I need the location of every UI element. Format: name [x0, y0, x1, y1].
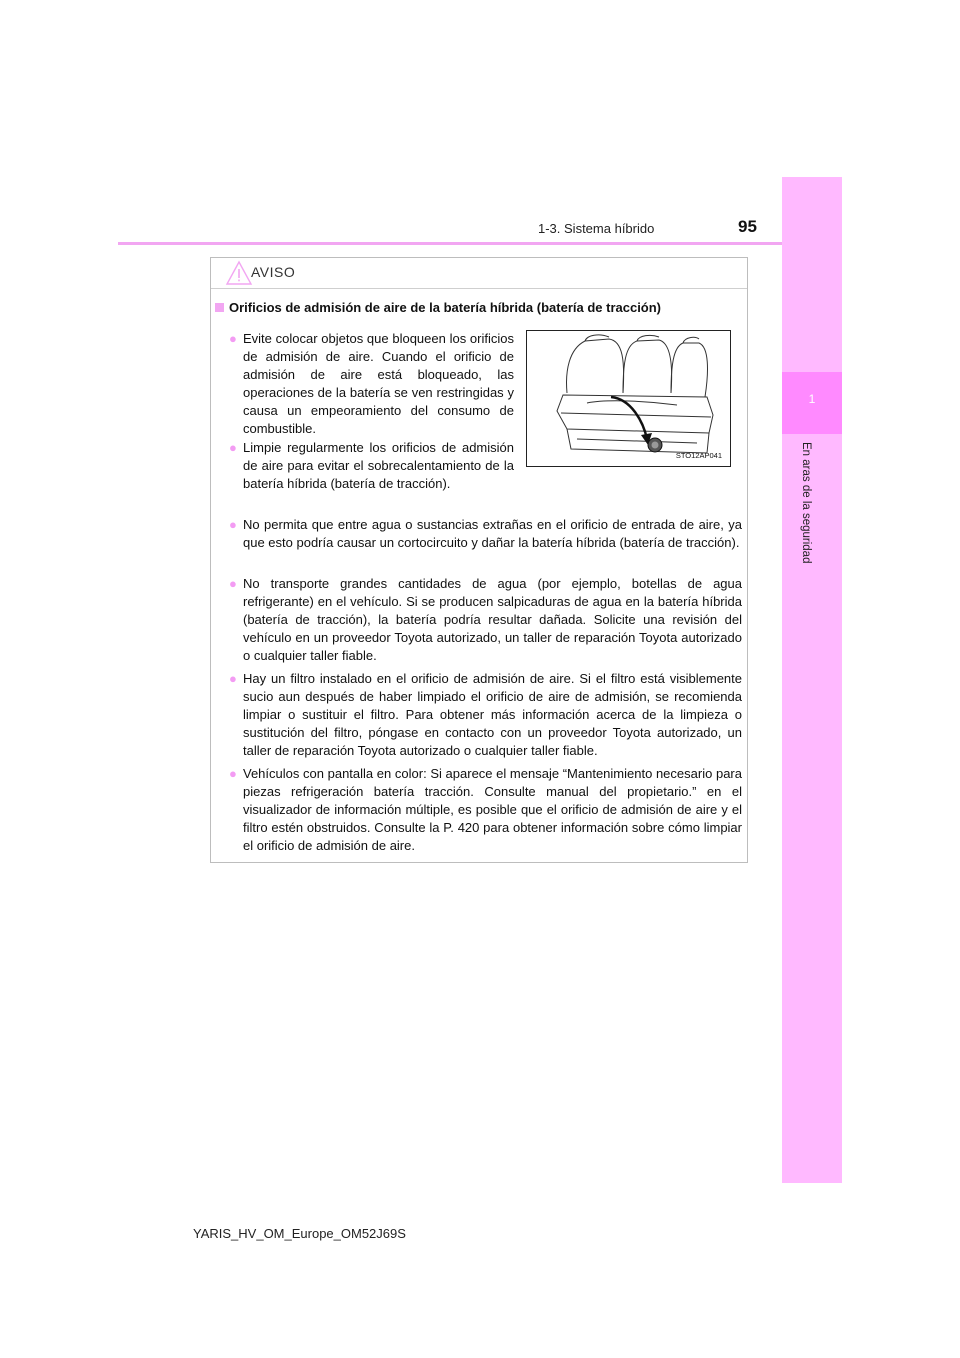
bullet-dot-icon: ●	[229, 576, 237, 591]
bullet-dot-icon: ●	[229, 671, 237, 686]
bullet-text: Hay un filtro instalado en el orificio de admisión de aire. Si el filtro está visiblemente sucio aun después de haber limpiado el orificio de aire de admisión, se recomienda limpiar o sustituir el filtro. Para obtener más información acerca de la limpieza o sustitución del filtro, póngase en contacto con un proveedor Toyota autorizado, un taller de reparación Toyota autorizado o cualquier taller fiable.	[243, 671, 742, 758]
bullet-item	[229, 575, 742, 665]
bullet-text: No permita que entre agua o sustancias extrañas en el orificio de entrada de aire, ya que esto podría causar un cortocircuito y dañar la batería híbrida (batería de tracción).	[243, 517, 742, 550]
bullet-item	[229, 516, 742, 552]
rear-seat-intake-drawing	[527, 331, 730, 466]
side-tab-number: 1	[808, 392, 816, 406]
bullet-item	[229, 439, 514, 493]
side-tab-label: En aras de la seguridad	[800, 442, 812, 564]
section-title: 1-3. Sistema híbrido	[538, 221, 655, 236]
page-number: 95	[738, 217, 757, 236]
warning-triangle-icon	[225, 260, 253, 286]
bullet-text: Vehículos con pantalla en color: Si aparece el mensaje “Mantenimiento necesario para piezas refrigeración batería tracción. Consulte manual del propietario.” en el visualizador de información múltiple, es posible que el orificio de admisión de aire y el filtro estén obstruidos. Consulte la P. 420 para obtener información sobre cómo limpiar el orificio de admisión de aire.	[243, 766, 742, 853]
seat-illustration	[526, 330, 731, 467]
footer-doc-id: YARIS_HV_OM_Europe_OM52J69S	[193, 1226, 406, 1241]
bullet-dot-icon: ●	[229, 766, 237, 781]
warning-subheading	[215, 300, 740, 315]
figure-code: STO12AP041	[675, 451, 722, 460]
bullet-dot-icon: ●	[229, 517, 237, 532]
warning-subheading-text: Orificios de admisión de aire de la batería híbrida (batería de tracción)	[229, 300, 662, 315]
square-bullet-icon	[215, 303, 224, 312]
bullet-text: Limpie regularmente los orificios de admisión de aire para evitar el sobrecalentamiento de la batería híbrida (batería de tracción).	[243, 440, 514, 491]
bullet-text: No transporte grandes cantidades de agua (por ejemplo, botellas de agua refrigerante) en el vehículo. Si se producen salpicaduras de agua en la batería híbrida (batería de tracción), la batería podría resultar dañada. Solicite una revisión del vehículo en un proveedor Toyota autorizado, un taller de reparación Toyota autorizado o cualquier taller fiable.	[243, 576, 742, 663]
bullet-item	[229, 670, 742, 760]
warning-title: AVISO	[251, 264, 296, 280]
warning-box	[210, 257, 748, 863]
bullet-text: Evite colocar objetos que bloqueen los orificios de admisión de aire. Cuando el orificio de admisión de aire está bloqueado, las operaciones de la batería se ven restringidas y causa un empeoramiento del consumo de combustible.	[243, 331, 514, 436]
header-rule	[118, 242, 782, 245]
bullet-item	[229, 330, 514, 438]
bullet-dot-icon: ●	[229, 440, 237, 455]
bullet-dot-icon: ●	[229, 331, 237, 346]
warning-header	[211, 258, 747, 289]
bullet-item	[229, 765, 742, 855]
side-tab	[782, 177, 842, 1183]
